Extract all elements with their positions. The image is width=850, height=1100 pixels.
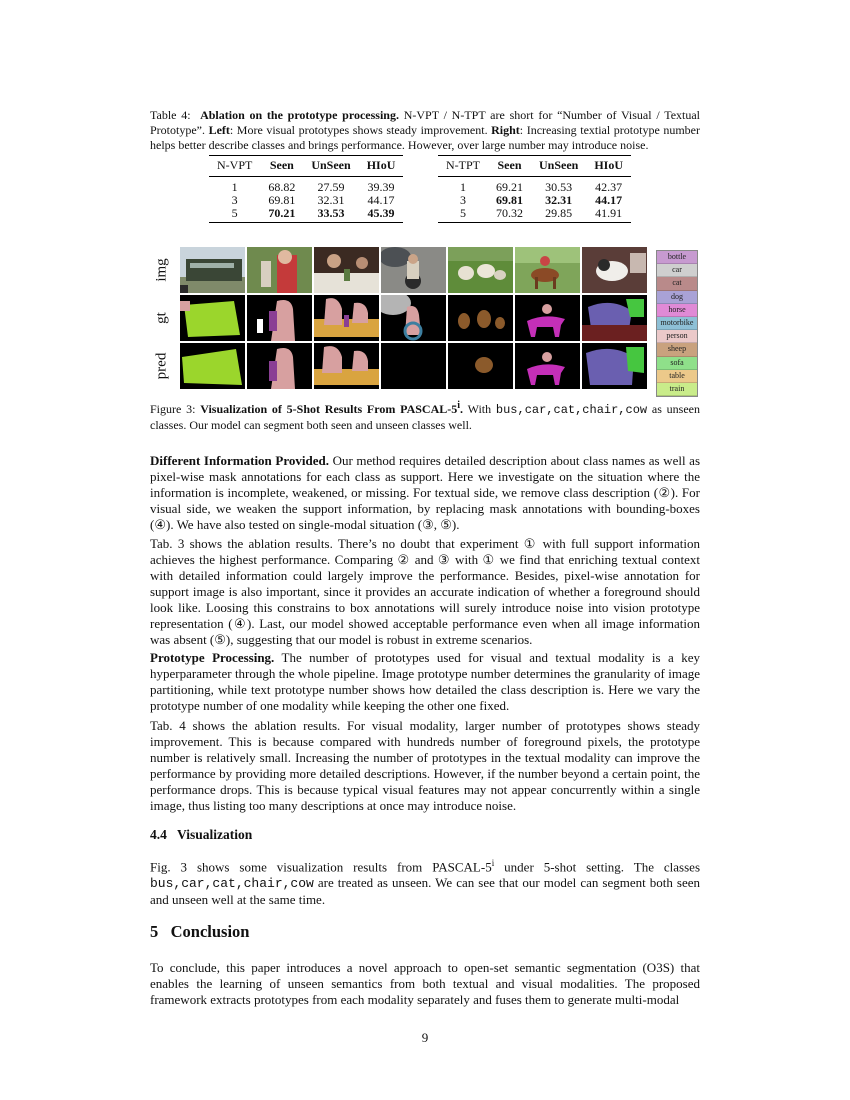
legend-item-sheep: sheep	[657, 343, 697, 356]
table-row	[438, 177, 631, 195]
table-header: UnSeen	[531, 156, 586, 177]
table-header: Seen	[488, 156, 531, 177]
figure-3-caption-text: With	[463, 402, 496, 416]
table-cell: 44.17	[595, 193, 623, 207]
table-4-caption-text: : Increasing textial prototype number helps better describe classes and brings performance. However, over large number may introduce noise.	[150, 123, 700, 152]
table-cell: 69.21	[496, 180, 523, 194]
table-cell: 1	[231, 180, 238, 194]
legend-item-dog: dog	[657, 291, 697, 304]
table-cell: 44.17	[367, 193, 395, 207]
pred-motorbike	[381, 343, 446, 389]
paragraph-text: Fig. 3 shows some visualization results from PASCAL-5	[150, 859, 492, 875]
figure-3	[148, 246, 700, 393]
paragraph-heading: Prototype Processing.	[150, 650, 275, 665]
page-number: 9	[421, 1030, 429, 1045]
table-cell: 3	[231, 193, 238, 207]
table-4-caption	[150, 108, 700, 153]
pred-dining-table	[314, 343, 379, 389]
gt-cat-sofa	[582, 295, 647, 341]
left-label: Left	[208, 123, 230, 137]
gt-person-bottle	[247, 295, 312, 341]
pred-train	[180, 343, 245, 389]
paragraph-proto-1	[150, 650, 700, 714]
section-number: 5	[150, 922, 159, 941]
right-label: Right	[491, 123, 520, 137]
pred-horse	[515, 343, 580, 389]
photo-motorbike	[381, 247, 446, 293]
paragraph-text: Our method requires detailed description about class names as well as pixel-wise mask annotations for each class as support. Here we investigate on the situation where the information is incomplete, weakened, or missing. For textual side, we remove class description (②). For visual side, we weaken the support information, by replacing mask annotations with bounding-boxes (④). We have also tested on single-modal situation (③, ⑤).	[150, 453, 700, 532]
paragraph-proto-2: Tab. 4 shows the ablation results. For visual modality, larger number of prototypes shows steady improvement. This is because compared with hundreds number of foreground pixels, the prototype number is relatively small. Increasing the number of prototypes in the textual modality can improve the performance by providing more detailed descriptions. However, if the number beyond a certain point, the performance drops. This is because typical visual features may not appear concurrently within a single image, thus listing too many descriptions at once may introduce noise.	[150, 718, 700, 813]
legend-item-table: table	[657, 370, 697, 383]
table-cell: 32.31	[317, 193, 345, 207]
figure-3-caption-title-end: .	[460, 402, 464, 416]
table-cell: 27.59	[317, 180, 345, 194]
superscript: i	[491, 858, 495, 868]
table-cell: 69.81	[496, 193, 523, 207]
legend-item-car: car	[657, 264, 697, 277]
section-number: 4.4	[150, 827, 167, 842]
photo-train	[180, 247, 245, 293]
row-label-text: img	[153, 258, 170, 282]
table-4-caption-title: Ablation on the prototype processing.	[200, 108, 399, 122]
table-cell: 32.31	[545, 193, 573, 207]
row-label-gt	[148, 295, 176, 341]
table-4-label: Table 4:	[150, 108, 191, 122]
table-cell: 68.82	[268, 180, 296, 194]
row-label-text: pred	[153, 352, 170, 380]
table-header: N-TPT	[438, 156, 488, 177]
pred-cat-sofa	[582, 343, 647, 389]
row-label-pred	[148, 343, 176, 389]
photo-sheep	[448, 247, 513, 293]
legend-item-sofa: sofa	[657, 357, 697, 370]
table-cell: 30.53	[545, 180, 573, 194]
legend-item-train: train	[657, 383, 697, 396]
table-header: HIoU	[359, 156, 404, 177]
legend-item-bottle: bottle	[657, 251, 697, 264]
table-cell: 39.39	[367, 180, 395, 194]
section-title: Conclusion	[170, 922, 250, 941]
paragraph-heading: Different Information Provided.	[150, 453, 329, 468]
class-legend	[656, 250, 698, 397]
gt-sheep	[448, 295, 513, 341]
gt-dining-table	[314, 295, 379, 341]
unseen-classes-code: bus,car,cat,chair,cow	[150, 876, 314, 892]
photo-cat-sofa	[582, 247, 647, 293]
paragraph-conclusion: To conclude, this paper introduces a novel approach to open-set semantic segmentation (O3S) that enables the learning of unseen semantics from both textual and visual modalities. The proposed framework extracts prototypes from each modality separately and fuses them to generate multi-modal	[150, 960, 700, 1007]
section-title: Visualization	[177, 827, 253, 842]
figure-3-label: Figure 3:	[150, 402, 196, 416]
section-heading-conclusion	[150, 922, 700, 942]
paragraph-text: are treated as unseen. We can see that our model can segment both seen and unseen well at the same time.	[150, 875, 700, 908]
table-cell: 42.37	[595, 180, 623, 194]
gt-train	[180, 295, 245, 341]
figure-3-caption-title-text: Visualization of 5-Shot Results From PASCAL-5	[200, 402, 458, 416]
photo-dining-table	[314, 247, 379, 293]
table-nvpt	[209, 155, 403, 223]
table-cell: 1	[460, 180, 466, 194]
gt-motorbike	[381, 295, 446, 341]
table-row	[209, 177, 403, 195]
figure-3-caption	[150, 398, 700, 433]
pred-person-bottle	[247, 343, 312, 389]
table-header: HIoU	[586, 156, 631, 177]
table-cell: 5	[209, 207, 260, 223]
table-cell: 33.53	[303, 207, 358, 223]
figure-3-caption-title	[200, 402, 463, 416]
table-header: N-VPT	[209, 156, 260, 177]
table-header: Seen	[260, 156, 303, 177]
table-cell: 70.21	[260, 207, 303, 223]
table-row	[438, 207, 631, 223]
table-header: UnSeen	[303, 156, 358, 177]
photo-horse	[515, 247, 580, 293]
row-label-img	[148, 247, 176, 293]
unseen-classes-code: bus,car,cat,chair,cow	[495, 403, 648, 417]
table-cell: 69.81	[268, 193, 296, 207]
paragraph-text: The number of prototypes used for visual and textual modality is a key hyperparameter through the whole pipeline. Image prototype number determines the granularity of image partitioning, while text prototype number shows how detailed the class description is. Here we vary the prototype number of one modality while keeping the other one fixed.	[150, 650, 700, 713]
paragraph-text: under 5-shot setting. The classes	[494, 859, 700, 875]
table-4-caption-text: N-VPT / N-TPT are short for “Number of Visual / Textual Prototype”.	[150, 108, 701, 137]
table-row	[209, 207, 403, 223]
legend-item-cat: cat	[657, 277, 697, 290]
pred-sheep	[448, 343, 513, 389]
superscript: i	[457, 400, 461, 411]
figure-3-caption-text: as unseen classes. Our model can segment both seen and unseen classes well.	[150, 402, 701, 432]
table-cell: 29.85	[531, 207, 586, 223]
table-cell: 3	[460, 193, 466, 207]
table-cell: 70.32	[488, 207, 531, 223]
table-4-caption-text: : More visual prototypes shows steady improvement.	[229, 123, 492, 137]
legend-item-motorbike: motorbike	[657, 317, 697, 330]
table-cell: 45.39	[359, 207, 404, 223]
paragraph-info-1	[150, 453, 700, 533]
table-cell: 5	[438, 207, 488, 223]
section-heading-visualization	[150, 827, 700, 843]
paragraph-visualization	[150, 855, 700, 908]
paragraph-info-2: Tab. 3 shows the ablation results. There’s no doubt that experiment ① with full support information achieves the highest performance. Comparing ② and ③ with ① we find that enriching textual context with detailed information could largely improve the performance. Besides, pixel-wise annotation for support image is also important, since it provides an accurate indication of whether a foreground should look like. Loosing this constrains to box annotations will surely introduce noise into vision prototype representation (④). Last, our model showed acceptable performance even when all image information was absent (⑤), suggesting that our model is robust in extreme scenarios.	[150, 536, 700, 647]
table-ntpt	[438, 155, 631, 223]
legend-item-person: person	[657, 330, 697, 343]
photo-person-bottle	[247, 247, 312, 293]
row-label-text: gt	[153, 312, 170, 324]
gt-horse	[515, 295, 580, 341]
legend-item-horse: horse	[657, 304, 697, 317]
table-cell: 41.91	[586, 207, 631, 223]
